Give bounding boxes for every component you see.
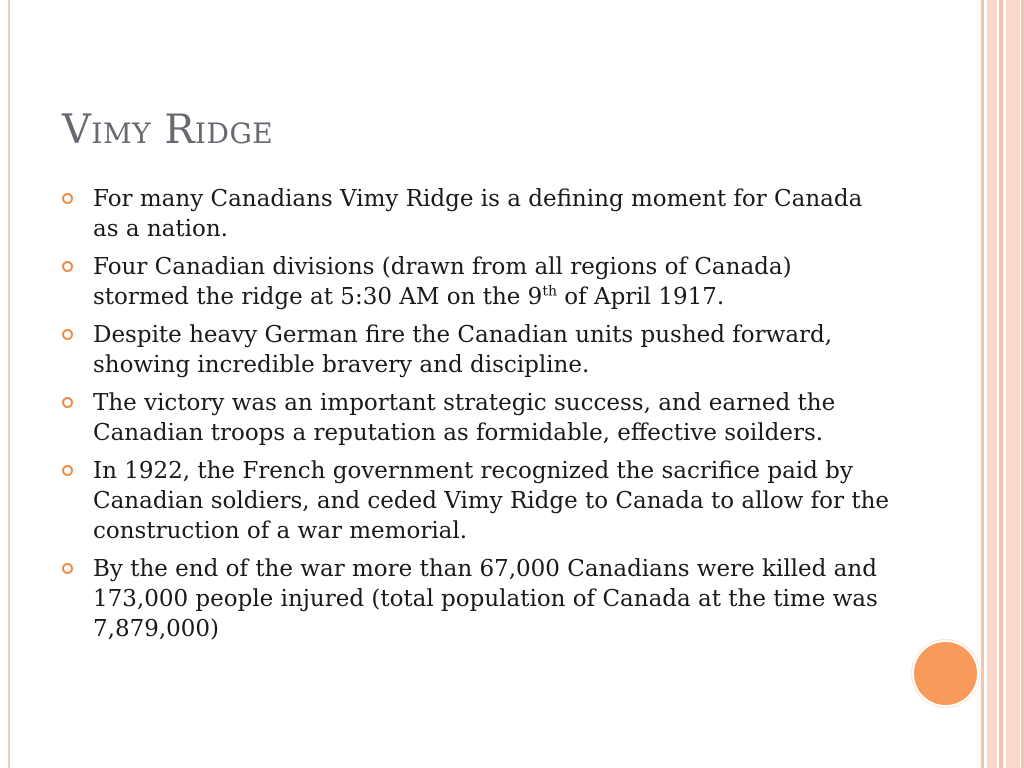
bullet-list (62, 184, 892, 652)
slide-title: Vimy Ridge (62, 107, 274, 153)
right-decorative-stripe (987, 0, 997, 768)
bullet-item (62, 320, 892, 380)
bullet-circle-icon (62, 329, 73, 340)
bullet-text: Despite heavy German fire the Canadian units pushed forward, showing incredible bravery and discipline. (93, 322, 833, 378)
bullet-text: Four Canadian divisions (drawn from all regions of Canada) stormed the ridge at 5:30 AM on the 9 (93, 254, 792, 310)
bullet-item (62, 456, 892, 546)
bullet-item (62, 184, 892, 244)
bullet-item (62, 554, 892, 644)
bullet-circle-icon (62, 261, 73, 272)
left-border-rule (8, 0, 10, 768)
bullet-text: For many Canadians Vimy Ridge is a defining moment for Canada as a nation. (93, 186, 863, 242)
bullet-item (62, 252, 892, 312)
bullet-text: By the end of the war more than 67,000 Canadians were killed and 173,000 people injured (total population of Canada at the time was 7,879,000) (93, 556, 878, 642)
right-decorative-stripe (999, 0, 1003, 768)
right-decorative-stripe (981, 0, 984, 768)
bullet-circle-icon (62, 563, 73, 574)
bullet-text-continued: of April 1917. (556, 284, 725, 310)
bullet-text: The victory was an important strategic success, and earned the Canadian troops a reputation as formidable, effective soilders. (93, 390, 836, 446)
bullet-circle-icon (62, 397, 73, 408)
bullet-text: In 1922, the French government recognized the sacrifice paid by Canadian soldiers, and ceded Vimy Ridge to Canada to allow for the construction of a war memorial. (93, 458, 889, 544)
bullet-circle-icon (62, 193, 73, 204)
bullet-circle-icon (62, 465, 73, 476)
right-decorative-stripe (1006, 0, 1020, 768)
decorative-circle (912, 640, 979, 707)
bullet-superscript: th (542, 283, 557, 300)
bullet-item (62, 388, 892, 448)
